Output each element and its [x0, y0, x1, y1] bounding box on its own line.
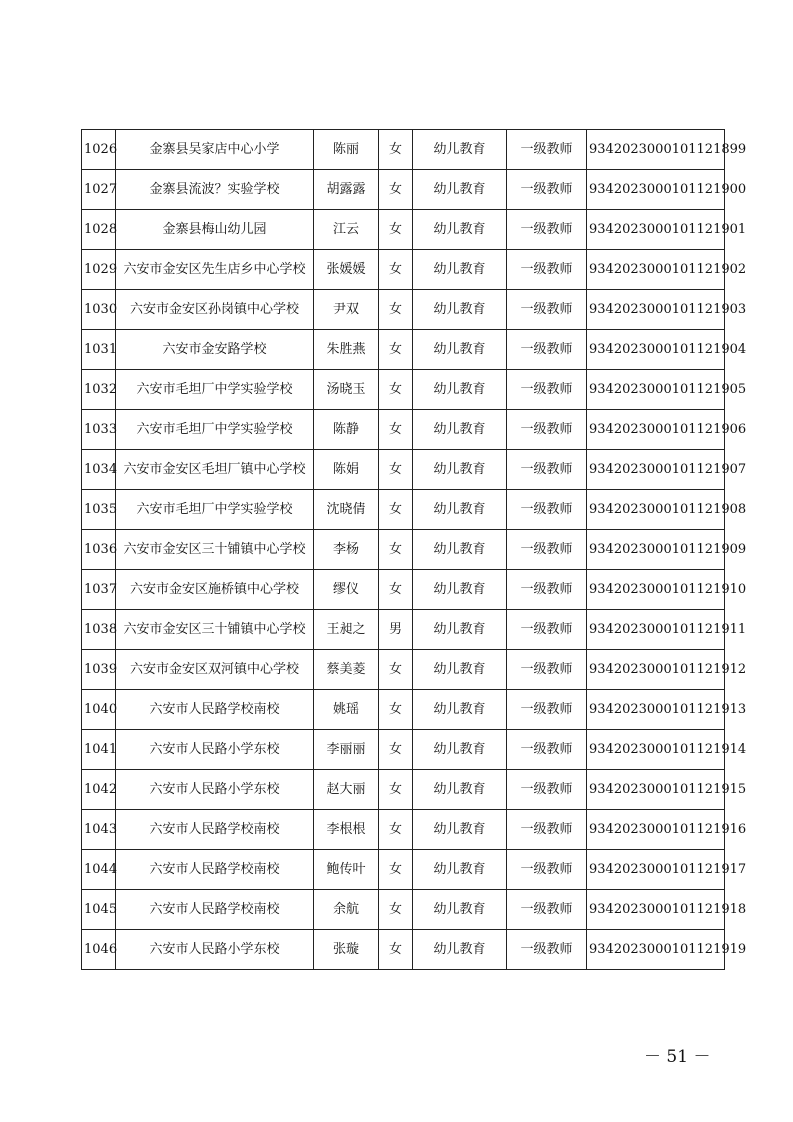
table-row — [82, 130, 725, 170]
sex-cell: 女 — [379, 250, 413, 290]
teacher-name-cell: 赵大丽 — [314, 770, 379, 810]
table-row — [82, 450, 725, 490]
professional-title-cell: 一级教师 — [507, 130, 587, 170]
professional-title-cell: 一级教师 — [507, 210, 587, 250]
sex-cell: 女 — [379, 210, 413, 250]
certificate-number-cell: 9342023000101121906 — [587, 410, 725, 450]
subject-cell: 幼儿教育 — [413, 530, 507, 570]
school-name-cell: 六安市人民路小学东校 — [116, 770, 314, 810]
row-number-cell: 1042 — [82, 770, 116, 810]
row-number-cell: 1044 — [82, 850, 116, 890]
subject-cell: 幼儿教育 — [413, 330, 507, 370]
certificate-number-cell: 9342023000101121918 — [587, 890, 725, 930]
school-name-cell: 六安市毛坦厂中学实验学校 — [116, 410, 314, 450]
certificate-number-cell: 9342023000101121912 — [587, 650, 725, 690]
row-number-cell: 1028 — [82, 210, 116, 250]
certificate-number-cell: 9342023000101121913 — [587, 690, 725, 730]
certificate-number-cell: 9342023000101121903 — [587, 290, 725, 330]
professional-title-cell: 一级教师 — [507, 290, 587, 330]
professional-title-cell: 一级教师 — [507, 410, 587, 450]
professional-title-cell: 一级教师 — [507, 890, 587, 930]
row-number-cell: 1031 — [82, 330, 116, 370]
certificate-number-cell: 9342023000101121908 — [587, 490, 725, 530]
table-row — [82, 650, 725, 690]
subject-cell: 幼儿教育 — [413, 450, 507, 490]
row-number-cell: 1045 — [82, 890, 116, 930]
subject-cell: 幼儿教育 — [413, 690, 507, 730]
row-number-cell: 1039 — [82, 650, 116, 690]
row-number-cell: 1041 — [82, 730, 116, 770]
teacher-name-cell: 李杨 — [314, 530, 379, 570]
school-name-cell: 六安市毛坦厂中学实验学校 — [116, 370, 314, 410]
certificate-number-cell: 9342023000101121916 — [587, 810, 725, 850]
school-name-cell: 六安市金安区三十铺镇中心学校 — [116, 530, 314, 570]
teacher-name-cell: 江云 — [314, 210, 379, 250]
row-number-cell: 1038 — [82, 610, 116, 650]
school-name-cell: 六安市金安区先生店乡中心学校 — [116, 250, 314, 290]
sex-cell: 女 — [379, 410, 413, 450]
teacher-name-cell: 陈丽 — [314, 130, 379, 170]
teacher-name-cell: 王昶之 — [314, 610, 379, 650]
sex-cell: 男 — [379, 610, 413, 650]
school-name-cell: 金寨县流波？实验学校 — [116, 170, 314, 210]
professional-title-cell: 一级教师 — [507, 850, 587, 890]
table-row — [82, 730, 725, 770]
school-name-cell: 金寨县梅山幼儿园 — [116, 210, 314, 250]
row-number-cell: 1036 — [82, 530, 116, 570]
sex-cell: 女 — [379, 810, 413, 850]
table-row — [82, 490, 725, 530]
school-name-cell: 六安市人民路学校南校 — [116, 890, 314, 930]
sex-cell: 女 — [379, 890, 413, 930]
teacher-name-cell: 胡露露 — [314, 170, 379, 210]
subject-cell: 幼儿教育 — [413, 370, 507, 410]
sex-cell: 女 — [379, 170, 413, 210]
professional-title-cell: 一级教师 — [507, 650, 587, 690]
sex-cell: 女 — [379, 650, 413, 690]
subject-cell: 幼儿教育 — [413, 210, 507, 250]
sex-cell: 女 — [379, 690, 413, 730]
professional-title-cell: 一级教师 — [507, 490, 587, 530]
table-row — [82, 890, 725, 930]
certificate-number-cell: 9342023000101121909 — [587, 530, 725, 570]
subject-cell: 幼儿教育 — [413, 850, 507, 890]
table-row — [82, 530, 725, 570]
table-row — [82, 690, 725, 730]
table-row — [82, 210, 725, 250]
sex-cell: 女 — [379, 930, 413, 970]
school-name-cell: 六安市人民路小学东校 — [116, 930, 314, 970]
professional-title-cell: 一级教师 — [507, 690, 587, 730]
subject-cell: 幼儿教育 — [413, 730, 507, 770]
school-name-cell: 六安市金安区三十铺镇中心学校 — [116, 610, 314, 650]
certificate-number-cell: 9342023000101121900 — [587, 170, 725, 210]
table-row — [82, 330, 725, 370]
professional-title-cell: 一级教师 — [507, 610, 587, 650]
table-row — [82, 610, 725, 650]
professional-title-cell: 一级教师 — [507, 330, 587, 370]
row-number-cell: 1043 — [82, 810, 116, 850]
teacher-name-cell: 余航 — [314, 890, 379, 930]
page-number: － 51 － — [644, 1047, 711, 1067]
table-row — [82, 290, 725, 330]
certificate-number-cell: 9342023000101121904 — [587, 330, 725, 370]
subject-cell: 幼儿教育 — [413, 770, 507, 810]
row-number-cell: 1030 — [82, 290, 116, 330]
row-number-cell: 1029 — [82, 250, 116, 290]
professional-title-cell: 一级教师 — [507, 250, 587, 290]
sex-cell: 女 — [379, 490, 413, 530]
certificate-number-cell: 9342023000101121917 — [587, 850, 725, 890]
subject-cell: 幼儿教育 — [413, 410, 507, 450]
certificate-number-cell: 9342023000101121901 — [587, 210, 725, 250]
teacher-name-cell: 陈静 — [314, 410, 379, 450]
professional-title-cell: 一级教师 — [507, 530, 587, 570]
professional-title-cell: 一级教师 — [507, 450, 587, 490]
subject-cell: 幼儿教育 — [413, 250, 507, 290]
teacher-name-cell: 沈晓倩 — [314, 490, 379, 530]
professional-title-cell: 一级教师 — [507, 170, 587, 210]
teacher-name-cell: 朱胜燕 — [314, 330, 379, 370]
professional-title-cell: 一级教师 — [507, 770, 587, 810]
teacher-name-cell: 尹双 — [314, 290, 379, 330]
teacher-name-cell: 蔡美菱 — [314, 650, 379, 690]
table-row — [82, 930, 725, 970]
school-name-cell: 六安市金安区施桥镇中心学校 — [116, 570, 314, 610]
professional-title-cell: 一级教师 — [507, 570, 587, 610]
sex-cell: 女 — [379, 330, 413, 370]
subject-cell: 幼儿教育 — [413, 890, 507, 930]
subject-cell: 幼儿教育 — [413, 570, 507, 610]
teacher-name-cell: 缪仪 — [314, 570, 379, 610]
teacher-name-cell: 张璇 — [314, 930, 379, 970]
certificate-number-cell: 9342023000101121910 — [587, 570, 725, 610]
sex-cell: 女 — [379, 530, 413, 570]
row-number-cell: 1046 — [82, 930, 116, 970]
teacher-name-cell: 汤晓玉 — [314, 370, 379, 410]
school-name-cell: 六安市金安区毛坦厂镇中心学校 — [116, 450, 314, 490]
certificate-number-cell: 9342023000101121919 — [587, 930, 725, 970]
sex-cell: 女 — [379, 290, 413, 330]
professional-title-cell: 一级教师 — [507, 370, 587, 410]
row-number-cell: 1040 — [82, 690, 116, 730]
teacher-name-cell: 姚瑶 — [314, 690, 379, 730]
school-name-cell: 六安市毛坦厂中学实验学校 — [116, 490, 314, 530]
table-body — [82, 130, 747, 970]
school-name-cell: 六安市人民路学校南校 — [116, 850, 314, 890]
teacher-name-cell: 李丽丽 — [314, 730, 379, 770]
certificate-number-cell: 9342023000101121915 — [587, 770, 725, 810]
row-number-cell: 1032 — [82, 370, 116, 410]
teacher-name-cell: 李根根 — [314, 810, 379, 850]
subject-cell: 幼儿教育 — [413, 130, 507, 170]
sex-cell: 女 — [379, 730, 413, 770]
school-name-cell: 金寨县吴家店中心小学 — [116, 130, 314, 170]
sex-cell: 女 — [379, 770, 413, 810]
certificate-number-cell: 9342023000101121907 — [587, 450, 725, 490]
teacher-list-table — [81, 129, 747, 970]
table-row — [82, 370, 725, 410]
school-name-cell: 六安市金安区孙岗镇中心学校 — [116, 290, 314, 330]
subject-cell: 幼儿教育 — [413, 930, 507, 970]
table-row — [82, 770, 725, 810]
row-number-cell: 1034 — [82, 450, 116, 490]
school-name-cell: 六安市金安区双河镇中心学校 — [116, 650, 314, 690]
sex-cell: 女 — [379, 130, 413, 170]
certificate-number-cell: 9342023000101121914 — [587, 730, 725, 770]
professional-title-cell: 一级教师 — [507, 930, 587, 970]
teacher-name-cell: 鲍传叶 — [314, 850, 379, 890]
table-row — [82, 850, 725, 890]
table-row — [82, 570, 725, 610]
row-number-cell: 1026 — [82, 130, 116, 170]
certificate-number-cell: 9342023000101121902 — [587, 250, 725, 290]
table-row — [82, 170, 725, 210]
school-name-cell: 六安市人民路学校南校 — [116, 810, 314, 850]
subject-cell: 幼儿教育 — [413, 490, 507, 530]
table-row — [82, 410, 725, 450]
table-row — [82, 250, 725, 290]
subject-cell: 幼儿教育 — [413, 610, 507, 650]
subject-cell: 幼儿教育 — [413, 810, 507, 850]
certificate-number-cell: 9342023000101121899 — [587, 130, 725, 170]
subject-cell: 幼儿教育 — [413, 170, 507, 210]
school-name-cell: 六安市人民路学校南校 — [116, 690, 314, 730]
table-row — [82, 810, 725, 850]
row-number-cell: 1027 — [82, 170, 116, 210]
row-number-cell: 1035 — [82, 490, 116, 530]
professional-title-cell: 一级教师 — [507, 730, 587, 770]
sex-cell: 女 — [379, 370, 413, 410]
sex-cell: 女 — [379, 570, 413, 610]
subject-cell: 幼儿教育 — [413, 290, 507, 330]
sex-cell: 女 — [379, 450, 413, 490]
certificate-number-cell: 9342023000101121911 — [587, 610, 725, 650]
row-number-cell: 1033 — [82, 410, 116, 450]
subject-cell: 幼儿教育 — [413, 650, 507, 690]
professional-title-cell: 一级教师 — [507, 810, 587, 850]
teacher-name-cell: 张媛媛 — [314, 250, 379, 290]
school-name-cell: 六安市人民路小学东校 — [116, 730, 314, 770]
teacher-name-cell: 陈娟 — [314, 450, 379, 490]
certificate-number-cell: 9342023000101121905 — [587, 370, 725, 410]
row-number-cell: 1037 — [82, 570, 116, 610]
school-name-cell: 六安市金安路学校 — [116, 330, 314, 370]
sex-cell: 女 — [379, 850, 413, 890]
